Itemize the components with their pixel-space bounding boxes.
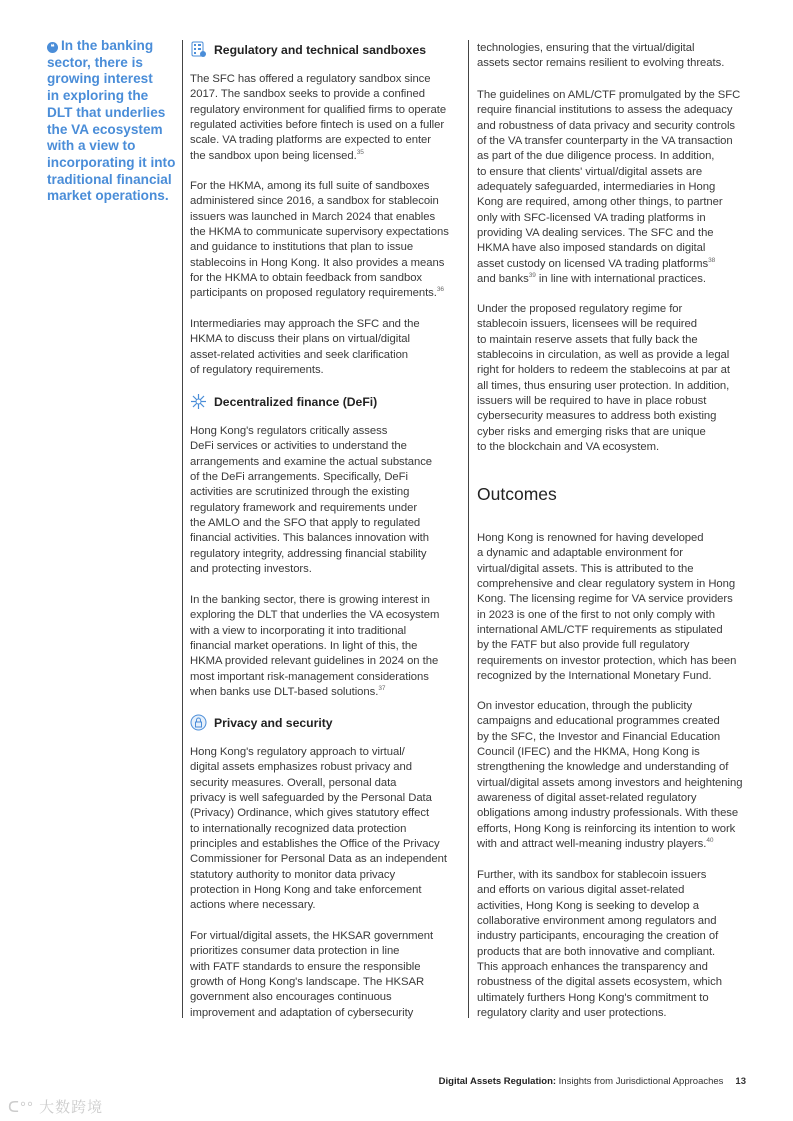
paragraph: Hong Kong's regulatory approach to virtual/ digital assets emphasizes robust privacy and security measures. Overall, personal data privacy is well safeguarded by the Personal Data (Privacy) Ordinance, which gives statutory effect to internationally recognized data protection principles and establishes the Office of the Privacy Commissioner for Personal Data as an independent statutory authority to monitor data privacy protection in Hong Kong and take enforcement actions where necessary. — [190, 746, 447, 912]
network-icon — [190, 393, 207, 410]
paragraph: For virtual/digital assets, the HKSAR government prioritizes consumer data protection in line with FATF standards to ensure the responsible growth of Hong Kong's landscape. The HKSAR government also encourages continuous improvement and adaptation of cybersecurity — [190, 930, 434, 1019]
pull-quote-text: In the banking sector, there is growing interest in exploring the DLT that underlies the VA ecosystem with a view to incorporating it into traditional financial market operations. — [47, 38, 176, 204]
outcomes-heading: Outcomes — [477, 484, 557, 504]
footnote-ref[interactable]: 38 — [708, 256, 716, 264]
paragraph: In the banking sector, there is growing interest in exploring the DLT that underlies the VA ecosystem with a view to incorporating it into traditional financial market operations. In light of this, the HKMA provided relevant guidelines in 2024 on the most important risk-management considerations when banks use DLT-based solutions.$^{37}$ — [190, 594, 440, 699]
section-heading-defi — [190, 393, 377, 410]
section-heading-privacy — [190, 714, 333, 731]
paragraph: On investor education, through the publicity campaigns and educational programmes created by the SFC, the Investor and Financial Education Council (IFEC) and the HKMA, Hong Kong is strengthening the knowledge and understanding of virtual/digital assets among investors and heightening awareness of digital asset-related regulatory obligations among industry professionals. With these efforts, Hong Kong is reinforcing its intention to work with and attract well-meaning industry players.$^{40}$ — [477, 700, 743, 851]
footnote-ref[interactable]: 36 — [436, 286, 444, 294]
paragraph: Hong Kong is renowned for having developed a dynamic and adaptable environment for virtual/digital assets. This is attributed to the comprehensive and clear regulatory system in Hong Kong. The licensing regime for VA service providers in 2023 is one of the first to not only comply with international AML/CTF requirements as stipulated by the FATF but also provide full regulatory requirements on investor protection, which has been recognized by the International Monetary Fund. — [477, 532, 737, 683]
paragraph: The guidelines on AML/CTF promulgated by the SFC require financial institutions to assess the adequacy and robustness of data privacy and security controls of the VA transfer counterparty in the VA transaction as part of the due diligence process. In addition, to ensure that clients' virtual/digital assets are adequately safeguarded, intermediaries in Hong Kong are required, among other things, to partner only with SFC-licensed VA trading platforms in providing VA dealing services. The SFC and the HKMA have also imposed standards on digital asset custody on licensed VA trading platforms$^{38}$ and banks$^{39}$ in line with international practices. — [477, 89, 741, 286]
paragraph: Further, with its sandbox for stablecoin issuers and efforts on various digital asset-related activities, Hong Kong is seeking to develop a collaborative environment among regulators and industry participants, encouraging the creation of products that are both innovative and compliant. This approach enhances the transparency and robustness of the digital assets ecosystem, which ultimately furthers Hong Kong's commitment to regulatory clarity and user protections. — [477, 869, 722, 1020]
watermark-icon: ᑕ°° — [8, 1099, 34, 1116]
pull-quote — [47, 38, 177, 205]
paragraph: Under the proposed regulatory regime for stablecoin issuers, licensees will be required to maintain reserve assets that fully back the stablecoins in circulation, as well as provide a legal right for holders to redeem the stablecoins at par at all times, thus ensuring user protection. In addition, issuers will be required to have in place robust cybersecurity measures to address both existing cyber risks and emerging risks that are unique to the blockchain and VA ecosystem. — [477, 303, 730, 454]
footer-title: Digital Assets Regulation: — [438, 1076, 557, 1087]
footnote-ref[interactable]: 39 — [528, 272, 536, 280]
sandbox-icon — [190, 41, 207, 58]
footnote-ref[interactable]: 35 — [356, 148, 364, 156]
quote-icon: ❝ — [47, 42, 58, 53]
footnote-ref[interactable]: 40 — [706, 837, 714, 845]
paragraph: The SFC has offered a regulatory sandbox since 2017. The sandbox seeks to provide a confined regulatory environment for qualified firms to operate regulated activities before fintech is used on a fuller scale. VA trading platforms are expected to enter the sandbox upon being licensed.$^{35}$ — [190, 73, 447, 162]
footnote-ref[interactable]: 37 — [378, 685, 386, 693]
paragraph: Hong Kong's regulators critically assess DeFi services or activities to understand the arrangements and examine the actual substance of the DeFi arrangements. Specifically, DeFi activities are scrutinized through the existing regulatory framework and requirements under the AMLO and the SFO that apply to regulated financial activities. This balances innovation with regulatory integrity, addressing financial stability and protecting investors. — [190, 425, 433, 576]
heading-text: Regulatory and technical sandboxes — [214, 42, 426, 57]
paragraph: technologies, ensuring that the virtual/digital assets sector remains resilient to evolving threats. — [477, 42, 725, 70]
paragraph: For the HKMA, among its full suite of sandboxes administered since 2016, a sandbox for stablecoin issuers was launched in March 2024 that enables the HKMA to communicate supervisory expectations and guidance to institutions that plan to issue stablecoins in Hong Kong. It also provides a means for the HKMA to obtain feedback from sandbox participants on proposed regulatory requirements.$^{36}$ — [190, 180, 449, 300]
column-divider — [182, 40, 183, 1018]
heading-text: Decentralized finance (DeFi) — [214, 394, 378, 409]
paragraph: Intermediaries may approach the SFC and the HKMA to discuss their plans on virtual/digital asset-related activities and seek clarification of regulatory requirements. — [190, 318, 420, 377]
page-number: 13 — [735, 1076, 746, 1087]
watermark-logo: ᑕ°° 大数跨境 — [8, 1099, 104, 1116]
page-footer — [439, 1076, 746, 1087]
heading-text: Privacy and security — [214, 715, 333, 730]
section-heading-sandboxes — [190, 41, 426, 58]
footer-subtitle: Insights from Jurisdictional Approaches — [556, 1076, 724, 1087]
lock-icon — [190, 714, 207, 731]
